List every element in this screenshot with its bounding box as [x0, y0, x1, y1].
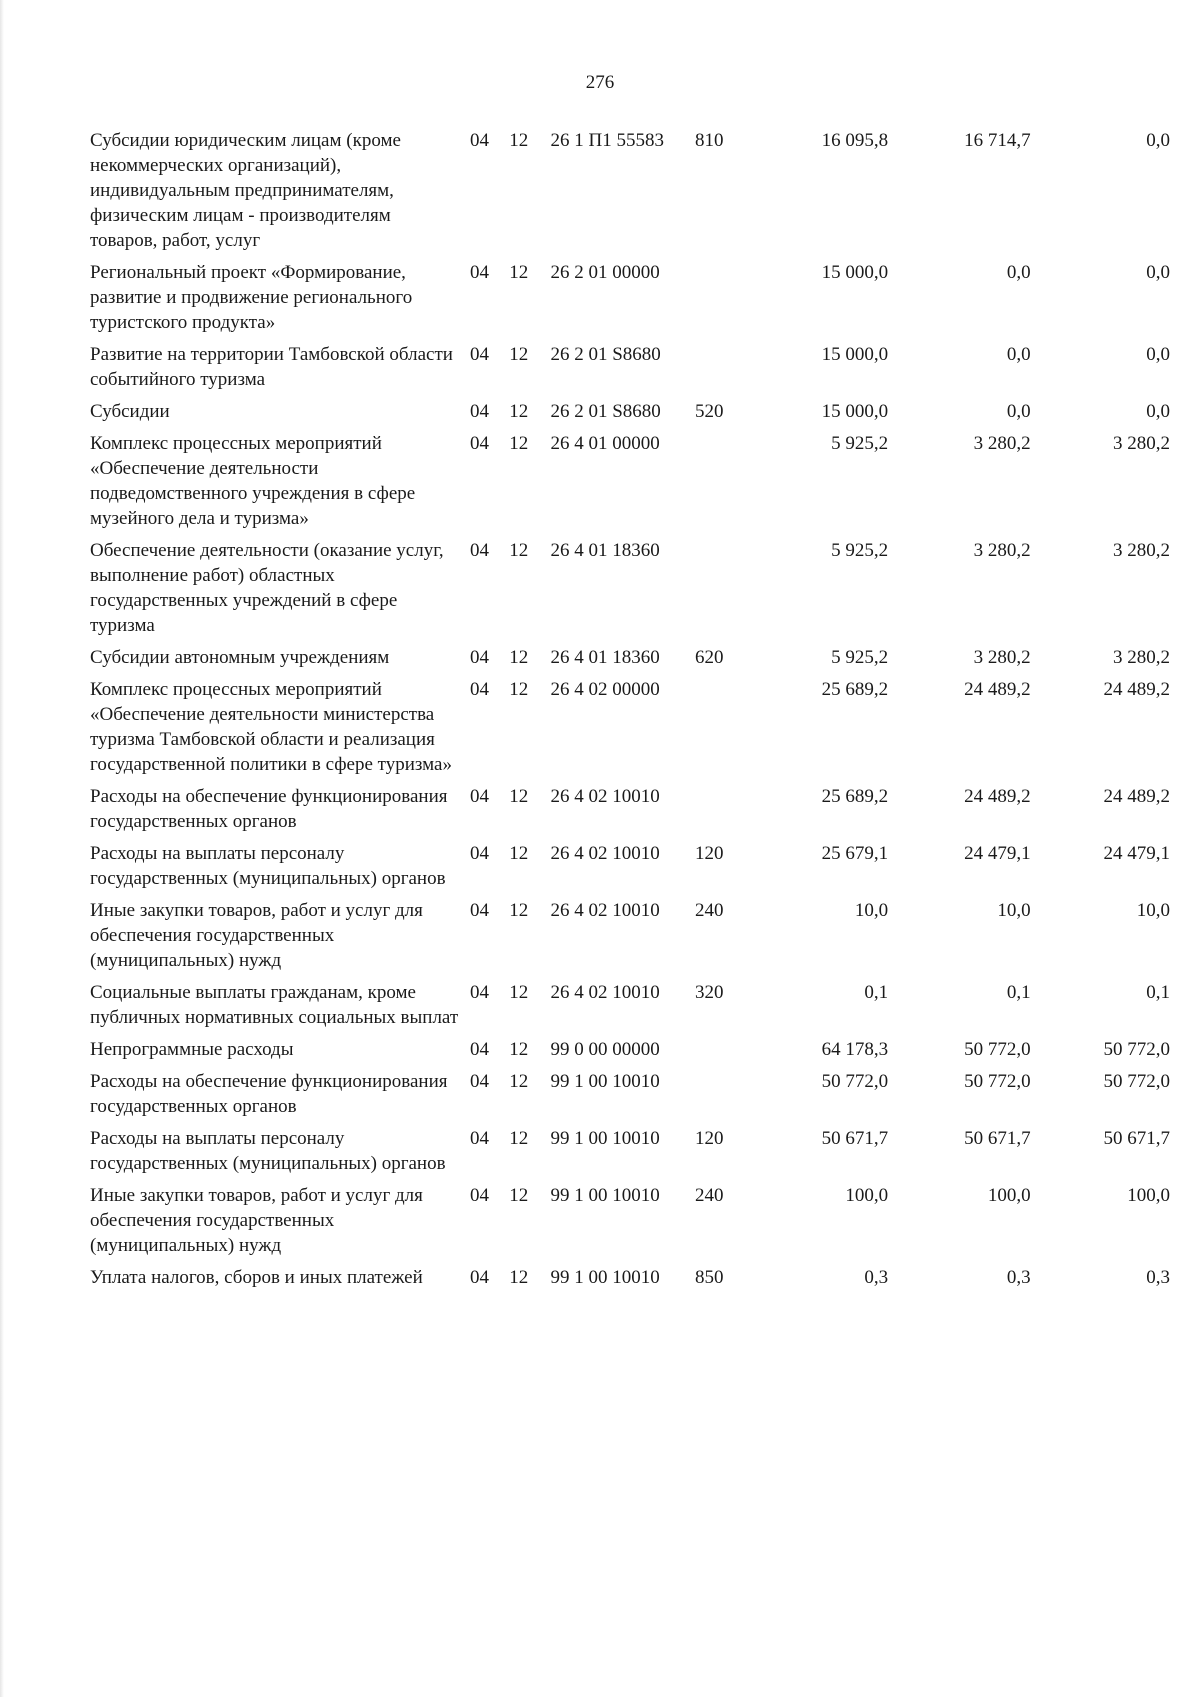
- row-target-code: 26 4 02 10010: [550, 843, 660, 864]
- row-amount-year-1: 10,0: [854, 900, 889, 921]
- row-name: Иные закупки товаров, работ и услуг для обеспечения государственных (муниципальных) нужд: [90, 900, 423, 971]
- table-row: [90, 128, 1170, 260]
- row-subsection: 12: [509, 344, 529, 365]
- budget-table-body: [90, 128, 1170, 1297]
- row-target-code: 99 1 00 10010: [550, 1185, 660, 1206]
- row-name: Расходы на обеспечение функционирования государственных органов: [90, 1071, 448, 1117]
- row-section: 04: [469, 540, 489, 561]
- page-number: 276: [585, 72, 615, 93]
- row-expense-type: 120: [695, 1128, 724, 1149]
- row-amount-year-3: 50 772,0: [1103, 1071, 1170, 1092]
- row-amount-year-1: 64 178,3: [821, 1039, 889, 1060]
- row-subsection: 12: [509, 786, 529, 807]
- row-target-code: 99 1 00 10010: [550, 1128, 660, 1149]
- row-section: 04: [469, 1267, 489, 1288]
- row-amount-year-1: 50 671,7: [821, 1128, 889, 1149]
- row-amount-year-3: 0,0: [1146, 262, 1170, 283]
- row-amount-year-3: 3 280,2: [1113, 647, 1170, 668]
- row-target-code: 26 2 01 S8680: [550, 344, 661, 365]
- row-amount-year-1: 15 000,0: [821, 344, 889, 365]
- row-amount-year-3: 24 489,2: [1103, 679, 1170, 700]
- row-expense-type: 520: [695, 401, 724, 422]
- table-row: [90, 841, 1170, 898]
- row-subsection: 12: [509, 401, 529, 422]
- row-target-code: 26 2 01 00000: [550, 262, 660, 283]
- row-amount-year-3: 0,1: [1146, 982, 1170, 1003]
- row-amount-year-3: 24 479,1: [1103, 843, 1170, 864]
- row-expense-type: 320: [695, 982, 724, 1003]
- row-target-code: 26 4 01 00000: [550, 433, 660, 454]
- row-amount-year-3: 0,3: [1146, 1267, 1170, 1288]
- row-amount-year-2: 0,0: [1006, 262, 1031, 283]
- table-row: [90, 980, 1170, 1037]
- row-target-code: 26 4 02 00000: [550, 679, 660, 700]
- table-row: [90, 1183, 1170, 1265]
- row-amount-year-2: 3 280,2: [973, 647, 1031, 668]
- row-amount-year-1: 0,3: [864, 1267, 889, 1288]
- row-name: Расходы на обеспечение функционирования государственных органов: [90, 786, 448, 832]
- row-subsection: 12: [509, 540, 529, 561]
- row-amount-year-3: 3 280,2: [1113, 433, 1170, 454]
- row-amount-year-3: 100,0: [1127, 1185, 1170, 1206]
- row-section: 04: [469, 1071, 489, 1092]
- row-name: Иные закупки товаров, работ и услуг для обеспечения государственных (муниципальных) нужд: [90, 1185, 423, 1256]
- row-amount-year-2: 100,0: [987, 1185, 1031, 1206]
- row-amount-year-3: 3 280,2: [1113, 540, 1170, 561]
- row-amount-year-2: 50 772,0: [964, 1071, 1031, 1092]
- row-amount-year-1: 15 000,0: [821, 262, 889, 283]
- row-target-code: 26 2 01 S8680: [550, 401, 661, 422]
- row-expense-type: 620: [695, 647, 724, 668]
- row-section: 04: [469, 344, 489, 365]
- row-name: Региональный проект «Формирование, развитие и продвижение регионального туристского продукта»: [90, 262, 413, 333]
- row-amount-year-1: 16 095,8: [821, 130, 889, 151]
- row-expense-type: 240: [695, 900, 724, 921]
- row-section: 04: [469, 401, 489, 422]
- row-subsection: 12: [509, 900, 529, 921]
- row-subsection: 12: [509, 982, 529, 1003]
- row-amount-year-2: 50 772,0: [964, 1039, 1031, 1060]
- row-expense-type: 850: [695, 1267, 724, 1288]
- row-amount-year-2: 0,1: [1006, 982, 1031, 1003]
- row-amount-year-1: 5 925,2: [831, 647, 889, 668]
- row-amount-year-3: 24 489,2: [1103, 786, 1170, 807]
- row-name: Обеспечение деятельности (оказание услуг, выполнение работ) областных государственных учреждений в сфере туризма: [90, 540, 444, 636]
- row-target-code: 26 4 02 10010: [550, 786, 660, 807]
- row-expense-type: [695, 784, 749, 841]
- row-section: 04: [469, 1185, 489, 1206]
- row-target-code: 99 1 00 10010: [550, 1267, 660, 1288]
- row-amount-year-2: 24 489,2: [964, 679, 1031, 700]
- row-amount-year-1: 25 679,1: [821, 843, 889, 864]
- row-subsection: 12: [509, 843, 529, 864]
- row-expense-type: 810: [695, 130, 724, 151]
- table-row: [90, 1037, 1170, 1069]
- row-expense-type: [695, 431, 749, 538]
- row-amount-year-1: 100,0: [845, 1185, 889, 1206]
- row-name: Расходы на выплаты персоналу государственных (муниципальных) органов: [90, 1128, 446, 1174]
- row-name: Субсидии юридическим лицам (кроме некоммерческих организаций), индивидуальным предпринимателям, физическим лицам - производителям товаров, работ, услуг: [90, 130, 401, 251]
- row-subsection: 12: [509, 262, 529, 283]
- row-amount-year-1: 0,1: [864, 982, 889, 1003]
- row-name: Расходы на выплаты персоналу государственных (муниципальных) органов: [90, 843, 446, 889]
- row-section: 04: [469, 843, 489, 864]
- row-name: Комплекс процессных мероприятий «Обеспечение деятельности министерства туризма Тамбовской области и реализация государственной политики в сфере туризма»: [90, 679, 452, 775]
- row-section: 04: [469, 1128, 489, 1149]
- row-subsection: 12: [509, 1071, 529, 1092]
- table-row: [90, 538, 1170, 645]
- row-name: Непрограммные расходы: [90, 1039, 294, 1060]
- row-section: 04: [469, 262, 489, 283]
- row-name: Субсидии автономным учреждениям: [90, 647, 390, 668]
- table-row: [90, 1126, 1170, 1183]
- row-amount-year-1: 5 925,2: [831, 433, 889, 454]
- row-section: 04: [469, 130, 489, 151]
- row-section: 04: [469, 679, 489, 700]
- row-subsection: 12: [509, 1185, 529, 1206]
- row-section: 04: [469, 1039, 489, 1060]
- row-amount-year-1: 15 000,0: [821, 401, 889, 422]
- row-name: Комплекс процессных мероприятий «Обеспечение деятельности подведомственного учреждения в сфере музейного дела и туризма»: [90, 433, 416, 529]
- row-amount-year-2: 16 714,7: [964, 130, 1031, 151]
- table-row: [90, 784, 1170, 841]
- row-target-code: 99 1 00 10010: [550, 1071, 660, 1092]
- row-subsection: 12: [509, 1267, 529, 1288]
- row-expense-type: 120: [695, 843, 724, 864]
- row-expense-type: [695, 342, 749, 399]
- row-subsection: 12: [509, 679, 529, 700]
- row-target-code: 26 4 02 10010: [550, 900, 660, 921]
- row-target-code: 26 4 01 18360: [550, 540, 660, 561]
- row-amount-year-2: 3 280,2: [973, 433, 1031, 454]
- row-amount-year-2: 0,3: [1006, 1267, 1031, 1288]
- row-subsection: 12: [509, 1039, 529, 1060]
- row-subsection: 12: [509, 1128, 529, 1149]
- row-amount-year-2: 0,0: [1006, 401, 1031, 422]
- row-amount-year-2: 24 489,2: [964, 786, 1031, 807]
- row-amount-year-3: 50 772,0: [1103, 1039, 1170, 1060]
- row-amount-year-1: 5 925,2: [831, 540, 889, 561]
- row-target-code: 26 1 П1 55583: [550, 130, 664, 151]
- row-amount-year-1: 25 689,2: [821, 679, 889, 700]
- row-amount-year-3: 10,0: [1136, 900, 1170, 921]
- table-row: [90, 431, 1170, 538]
- row-subsection: 12: [509, 647, 529, 668]
- row-name: Уплата налогов, сборов и иных платежей: [90, 1267, 423, 1288]
- row-amount-year-3: 50 671,7: [1103, 1128, 1170, 1149]
- table-row: [90, 677, 1170, 784]
- row-name: Субсидии: [90, 401, 170, 422]
- row-section: 04: [469, 900, 489, 921]
- row-section: 04: [469, 786, 489, 807]
- row-expense-type: [695, 1037, 749, 1069]
- table-row: [90, 1069, 1170, 1126]
- row-amount-year-1: 50 772,0: [821, 1071, 889, 1092]
- table-row: [90, 645, 1170, 677]
- table-row: [90, 260, 1170, 342]
- row-subsection: 12: [509, 433, 529, 454]
- row-target-code: 26 4 01 18360: [550, 647, 660, 668]
- row-section: 04: [469, 982, 489, 1003]
- row-amount-year-1: 25 689,2: [821, 786, 889, 807]
- row-expense-type: [695, 260, 749, 342]
- row-section: 04: [469, 647, 489, 668]
- table-row: [90, 342, 1170, 399]
- scan-edge-shadow: [0, 0, 4, 1697]
- row-amount-year-2: 50 671,7: [964, 1128, 1031, 1149]
- table-row: [90, 1265, 1170, 1297]
- budget-table: [90, 128, 1170, 1297]
- row-subsection: 12: [509, 130, 529, 151]
- row-expense-type: [695, 677, 749, 784]
- row-target-code: 26 4 02 10010: [550, 982, 660, 1003]
- row-expense-type: [695, 538, 749, 645]
- row-amount-year-3: 0,0: [1146, 130, 1170, 151]
- row-section: 04: [469, 433, 489, 454]
- row-target-code: 99 0 00 00000: [550, 1039, 660, 1060]
- row-amount-year-2: 0,0: [1006, 344, 1031, 365]
- row-expense-type: [695, 1069, 749, 1126]
- row-expense-type: 240: [695, 1185, 724, 1206]
- row-amount-year-3: 0,0: [1146, 401, 1170, 422]
- row-amount-year-2: 24 479,1: [964, 843, 1031, 864]
- row-amount-year-2: 10,0: [997, 900, 1031, 921]
- row-amount-year-2: 3 280,2: [973, 540, 1031, 561]
- row-name: Развитие на территории Тамбовской области событийного туризма: [90, 344, 453, 390]
- row-amount-year-3: 0,0: [1146, 344, 1170, 365]
- table-row: [90, 898, 1170, 980]
- table-row: [90, 399, 1170, 431]
- row-name: Социальные выплаты гражданам, кроме публичных нормативных социальных выплат: [90, 982, 459, 1028]
